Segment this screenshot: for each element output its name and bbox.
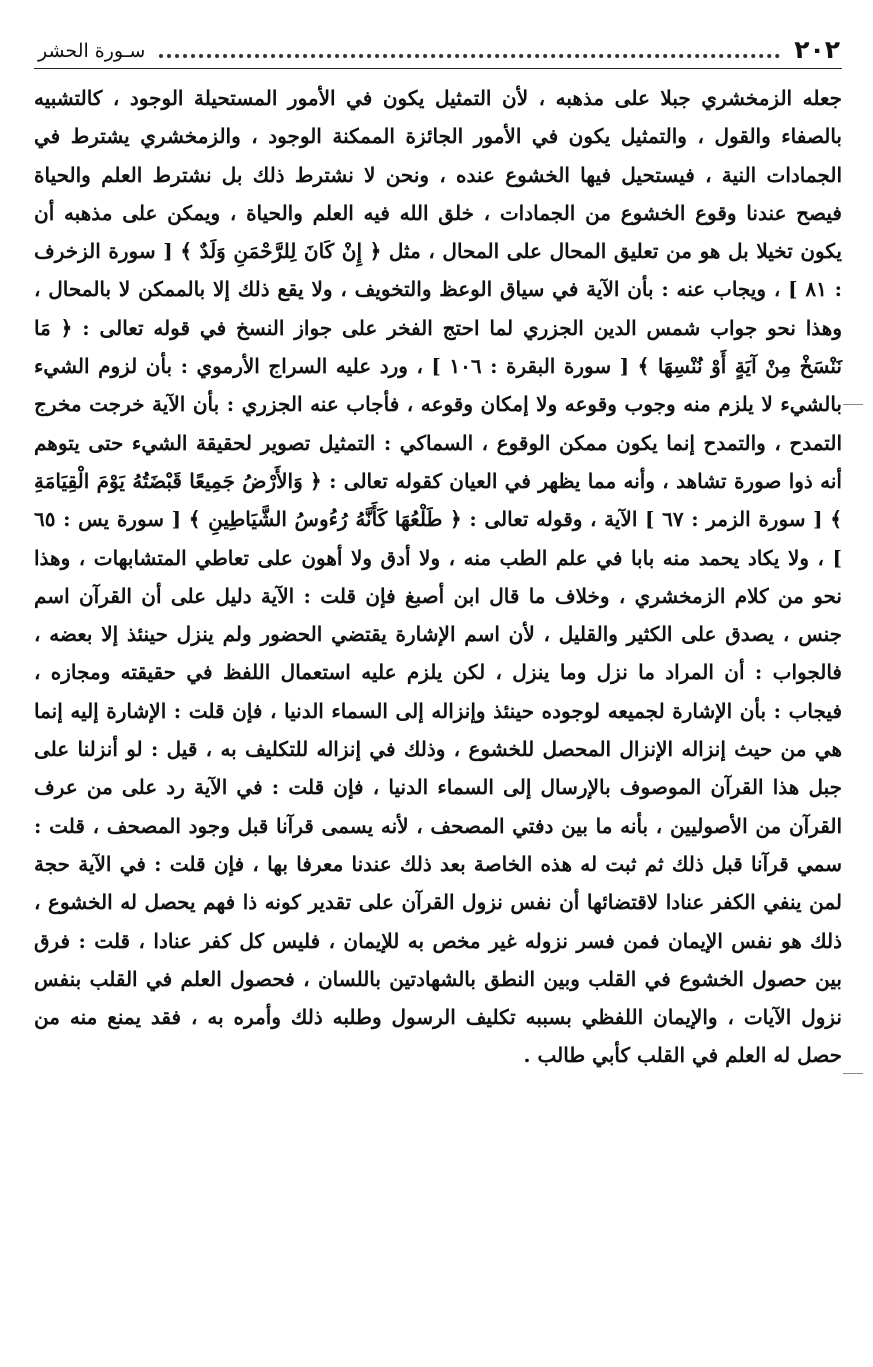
margin-mark xyxy=(843,404,863,405)
dotted-leader xyxy=(159,50,780,58)
running-title: سـورة الحشر xyxy=(38,40,146,62)
body-text xyxy=(34,79,842,1075)
main-paragraph: جعله الزمخشري جبلا على مذهبه ، لأن التمثيل يكون في الأمور المستحيلة الوجود ، كالتشبيه بالصفاء والقول ، والتمثيل يكون في الأمور الجائزة الممكنة الوجود ، والزمخشري يشترط في الجمادات النية ، فيستحيل فيها الخشوع عنده ، ونحن لا نشترط ذلك بل نشترط العلم والحياة فيصح عندنا وقوع الخشوع من الجمادات ، خلق الله فيه العلم والحياة ، ويمكن على مذهبه أن يكون تخيلا بل هو من تعليق المحال على المحال ، مثل ﴿ إِنْ كَانَ لِلرَّحْمَنِ وَلَدٌ ﴾ [ سورة الزخرف : ٨١ ] ، ويجاب عنه : بأن الآية في سياق الوعظ والتخويف ، ولا يقع ذلك إلا بالممكن لا بالمحال ، وهذا نحو جواب شمس الدين الجزري لما احتج الفخر على جواز النسخ في قوله تعالى : ﴿ مَا نَنْسَخْ مِنْ آيَةٍ أَوْ نُنْسِهَا ﴾ [ سورة البقرة : ١٠٦ ] ، ورد عليه السراج الأرموي : بأن لزوم الشيء بالشيء لا يلزم منه وجوب وقوعه ولا إمكان وقوعه ، فأجاب عنه الجزري : بأن الآية خرجت مخرج التمدح ، والتمدح إنما يكون ممكن الوقوع ، السماكي : التمثيل تصوير لحقيقة الشيء حتى يتوهم أنه ذوا صورة تشاهد ، وأنه مما يظهر في العيان كقوله تعالى : ﴿ وَالأَرْضُ جَمِيعًا قَبْضَتُهُ يَوْمَ الْقِيَامَةِ ﴾ [ سورة الزمر : ٦٧ ] الآية ، وقوله تعالى : ﴿ طَلْعُهَا كَأَنَّهُ رُءُوسُ الشَّيَاطِينِ ﴾ [ سورة يس : ٦٥ ] ، ولا يكاد يحمد منه بابا في علم الطب منه ، ولا أدق ولا أهون على تعاطي المتشابهات ، وهذا نحو من كلام الزمخشري ، وخلاف ما قال ابن أصبغ فإن قلت : الآية دليل على أن القرآن اسم جنس ، يصدق على الكثير والقليل ، لأن اسم الإشارة يقتضي الحضور ولم ينزل حينئذ إلا بعضه ، فالجواب : أن المراد ما نزل وما ينزل ، لكن يلزم عليه استعمال اللفظ في حقيقته ومجازه ، فيجاب : بأن الإشارة لجميعه لوجوده حينئذ وإنزاله إلى السماء الدنيا ، فإن قلت : الإشارة إليه إنما هي من حيث إنزاله الإنزال المحصل للخشوع ، وذلك في إنزاله للتكليف به ، قيل : لو أنزلنا على جبل هذا القرآن الموصوف بالإرسال إلى السماء الدنيا ، فإن قلت : في الآية رد على من عرف القرآن من الأصوليين ، بأنه ما بين دفتي المصحف ، لأنه يسمى قرآنا قبل وجود المصحف ، قلت : سمي قرآنا قبل ذلك ثم ثبت له هذه الخاصة بعد ذلك عندنا معرفا بها ، فإن قلت : في الآية حجة لمن ينفي الكفر عنادا لاقتضائها أن نفس نزول القرآن على تقدير كونه ذا فهم يحصل له الخشوع ، ذلك هو نفس الإيمان فمن فسر نزوله غير مخص به للإيمان ، فليس كل كفر عنادا ، قلت : فرق بين حصول الخشوع في القلب وبين النطق بالشهادتين باللسان ، فحصول العلم في القلب بنفس نزول الآيات ، والإيمان اللفظي بسببه تكليف الرسول وطلبه ذلك وأمره به ، فقد يمنع منه من حصل له العلم في القلب كأبي طالب . xyxy=(34,86,843,1068)
book-page xyxy=(34,28,842,1348)
margin-mark xyxy=(843,1073,863,1074)
page-number: ٢٠٢ xyxy=(794,35,840,64)
page-header xyxy=(34,28,842,69)
